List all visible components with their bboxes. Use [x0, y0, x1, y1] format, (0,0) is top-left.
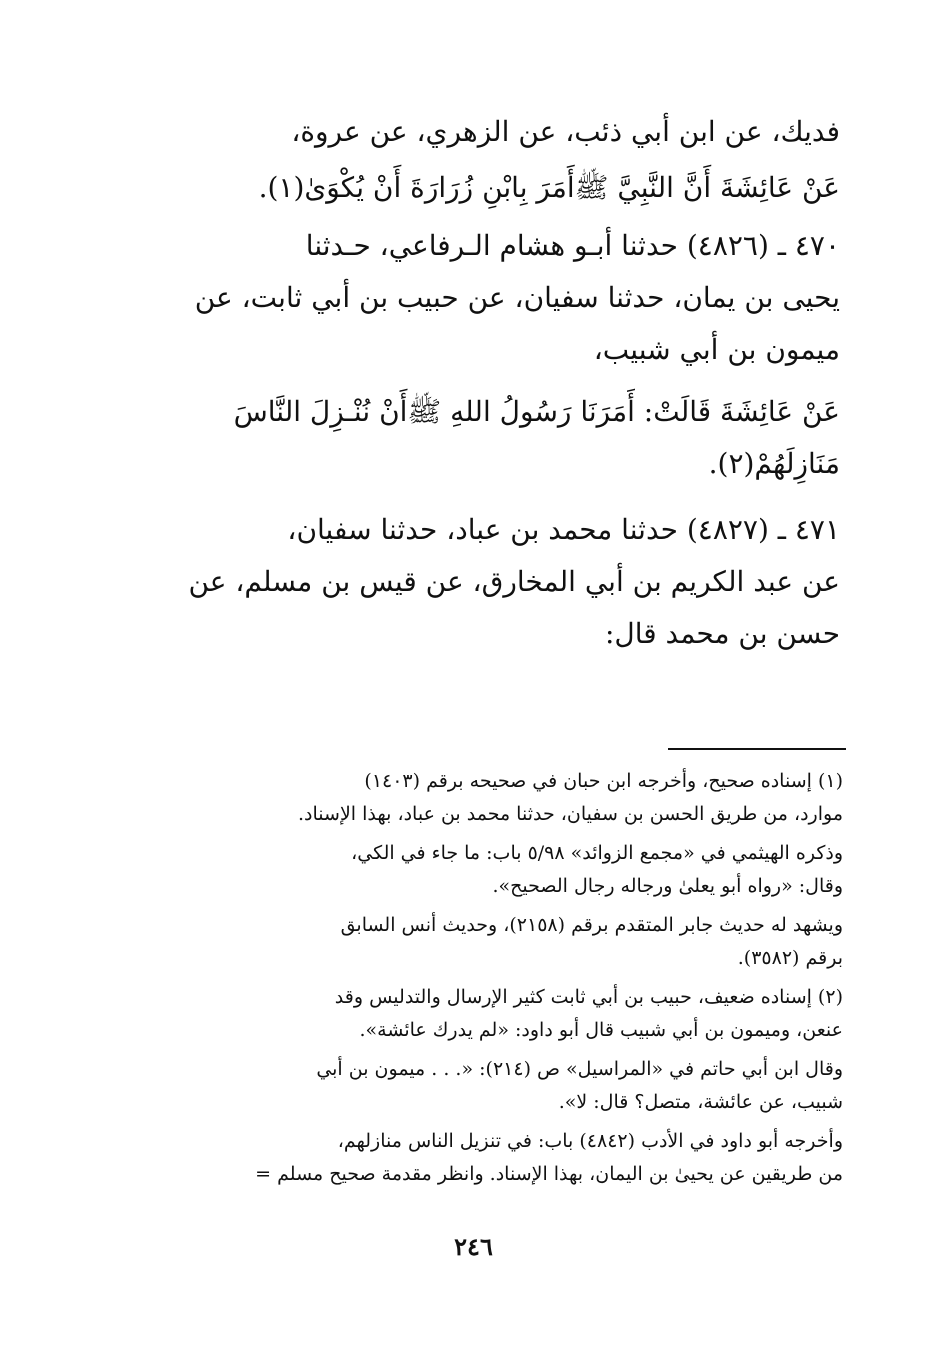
page-number: ٢٤٦ [454, 1232, 493, 1261]
hadith-470-line: يحيى بن يمان، حدثنا سفيان، عن حبيب بن أبي ثابت، عن [194, 281, 840, 314]
footnote-line: (٢) إسناده ضعيف، حبيب بن أبي ثابت كثير الإرسال والتدليس وقد [334, 986, 843, 1008]
footnote-line: من طريقين عن يحيىٰ بن اليمان، بهذا الإسناد. وانظر مقدمة صحيح مسلم = [255, 1163, 843, 1185]
hadith-470-line: ميمون بن أبي شبيب، [593, 333, 840, 366]
footnote-line: وذكره الهيثمي في «مجمع الزوائد» ٥/٩٨ باب: ما جاء في الكي، [351, 842, 843, 864]
footnote-line: عنعن، وميمون بن أبي شبيب قال أبو داود: «لم يدرك عائشة». [359, 1019, 843, 1041]
footnote-line: موارد، من طريق الحسن بن سفيان، حدثنا محمد بن عباد، بهذا الإسناد. [298, 803, 843, 825]
hadith-matn: عَنْ عَائِشَةَ أَنَّ النَّبِيَّ ﷺأَمَرَ بِابْنِ زُرَارَةَ أَنْ يُكْوَىٰ(١). [258, 171, 840, 204]
footnote-line: ويشهد له حديث جابر المتقدم برقم (٢١٥٨)، وحديث أنس السابق [340, 914, 843, 936]
isnad-line: فديك، عن ابن أبي ذئب، عن الزهري، عن عروة، [291, 115, 840, 148]
footnote-line: وقال ابن أبي حاتم في «المراسيل» ص (٢١٤): «. . . ميمون بن أبي [316, 1058, 843, 1080]
footnote-line: (١) إسناده صحيح، وأخرجه ابن حبان في صحيحه برقم (١٤٠٣) [364, 770, 843, 792]
hadith-471-line: حسن بن محمد قال: [604, 617, 840, 650]
footnote-divider [668, 748, 846, 750]
footnote-line: وقال: «رواه أبو يعلىٰ ورجاله رجال الصحيح». [492, 875, 843, 897]
hadith-471-line: عن عبد الكريم بن أبي المخارق، عن قيس بن مسلم، عن [188, 565, 840, 598]
hadith-matn: عَنْ عَائِشَةَ قَالَتْ: أَمَرَنَا رَسُولُ اللهِ ﷺأَنْ نُنْـزِلَ النَّاسَ [233, 395, 840, 428]
hadith-matn: مَنَازِلَهُمْ(٢). [708, 447, 840, 480]
hadith-470-line: ٤٧٠ ـ (٤٨٢٦) حدثنا أبـو هشام الـرفاعي، حـدثنا [305, 229, 840, 262]
hadith-471-line: ٤٧١ ـ (٤٨٢٧) حدثنا محمد بن عباد، حدثنا سفيان، [287, 513, 840, 546]
footnote-line: شبيب، عن عائشة، متصل؟ قال: لا». [558, 1091, 843, 1113]
footnote-line: برقم (٣٥٨٢). [737, 947, 843, 969]
footnote-line: وأخرجه أبو داود في الأدب (٤٨٤٢) باب: في تنزيل الناس منازلهم، [337, 1130, 843, 1152]
main-text [150, 106, 840, 660]
footnotes [155, 765, 843, 1191]
